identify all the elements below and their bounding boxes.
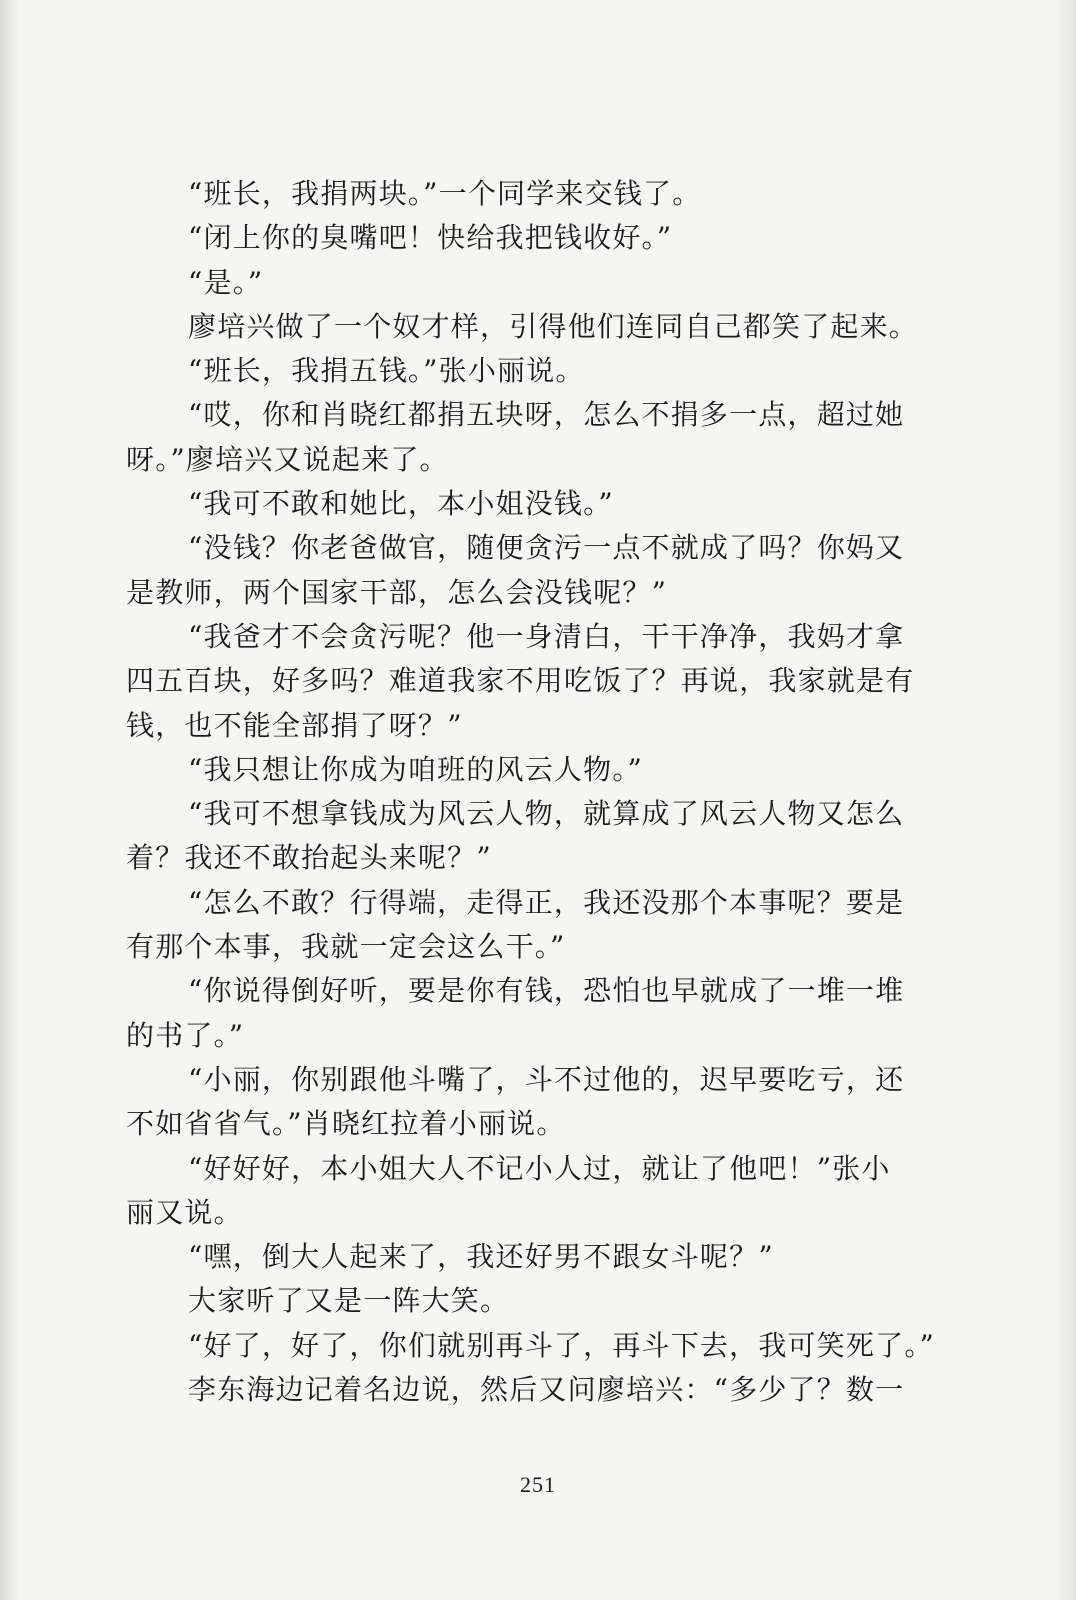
text-line: “班长，我捐两块。”一个同学来交钱了。 [188,177,702,210]
text-line: 钱，也不能全部捐了呀？” [126,708,463,742]
text-line: 大家听了又是一阵大笑。 [188,1284,510,1318]
text-line: 呀。”廖培兴又说起来了。 [126,442,449,476]
text-line: 丽又说。 [126,1195,243,1229]
scan-left-edge [0,0,18,1600]
text-line: “闭上你的臭嘴吧！快给我把钱收好。” [188,221,673,255]
text-line: “小丽，你别跟他斗嘴了，斗不过他的，迟早要吃亏，还 [188,1062,905,1096]
scan-right-edge [1054,0,1076,1600]
page-number: 251 [520,1472,556,1497]
text-line: 李东海边记着名边说，然后又问廖培兴：“多少了？数一 [188,1373,905,1407]
text-line: 着？我还不敢抬起头来呢？” [126,841,492,875]
text-line: 不如省省气。”肖晓红拉着小丽说。 [126,1107,566,1141]
text-line: “好好好，本小姐大人不记小人过，就让了他吧！”张小 [188,1151,891,1185]
text-line: “没钱？你老爸做官，随便贪污一点不就成了吗？你妈又 [188,531,905,565]
text-line: 有那个本事，我就一定会这么干。” [126,930,566,964]
text-line: “是。” [188,265,264,299]
text-line: “我只想让你成为咱班的风云人物。” [188,752,644,786]
text-line: 的书了。” [126,1018,245,1052]
text-line: “哎，你和肖晓红都捐五块呀，怎么不捐多一点，超过她 [188,398,905,432]
text-line: 四五百块，好多吗？难道我家不用吃饭了？再说，我家就是有 [126,664,915,698]
text-line: “我爸才不会贪污呢？他一身清白，干干净净，我妈才拿 [188,619,905,653]
text-line: “嘿，倒大人起来了，我还好男不跟女斗呢？” [188,1240,774,1274]
text-line: 是教师，两个国家干部，怎么会没钱呢？” [126,575,668,609]
text-line: “班长，我捐五钱。”张小丽说。 [188,354,585,388]
text-line: “我可不敢和她比，本小姐没钱。” [188,487,614,521]
text-line: “你说得倒好听，要是你有钱，恐怕也早就成了一堆一堆 [188,974,905,1008]
text-line: “我可不想拿钱成为风云人物，就算成了风云人物又怎么 [188,797,905,831]
text-line: 廖培兴做了一个奴才样，引得他们连同自己都笑了起来。 [188,309,919,343]
body-text [126,172,956,1412]
text-line: “怎么不敢？行得端，走得正，我还没那个本事呢？要是 [188,885,905,919]
text-line: “好了，好了，你们就别再斗了，再斗下去，我可笑死了。” [188,1328,936,1362]
